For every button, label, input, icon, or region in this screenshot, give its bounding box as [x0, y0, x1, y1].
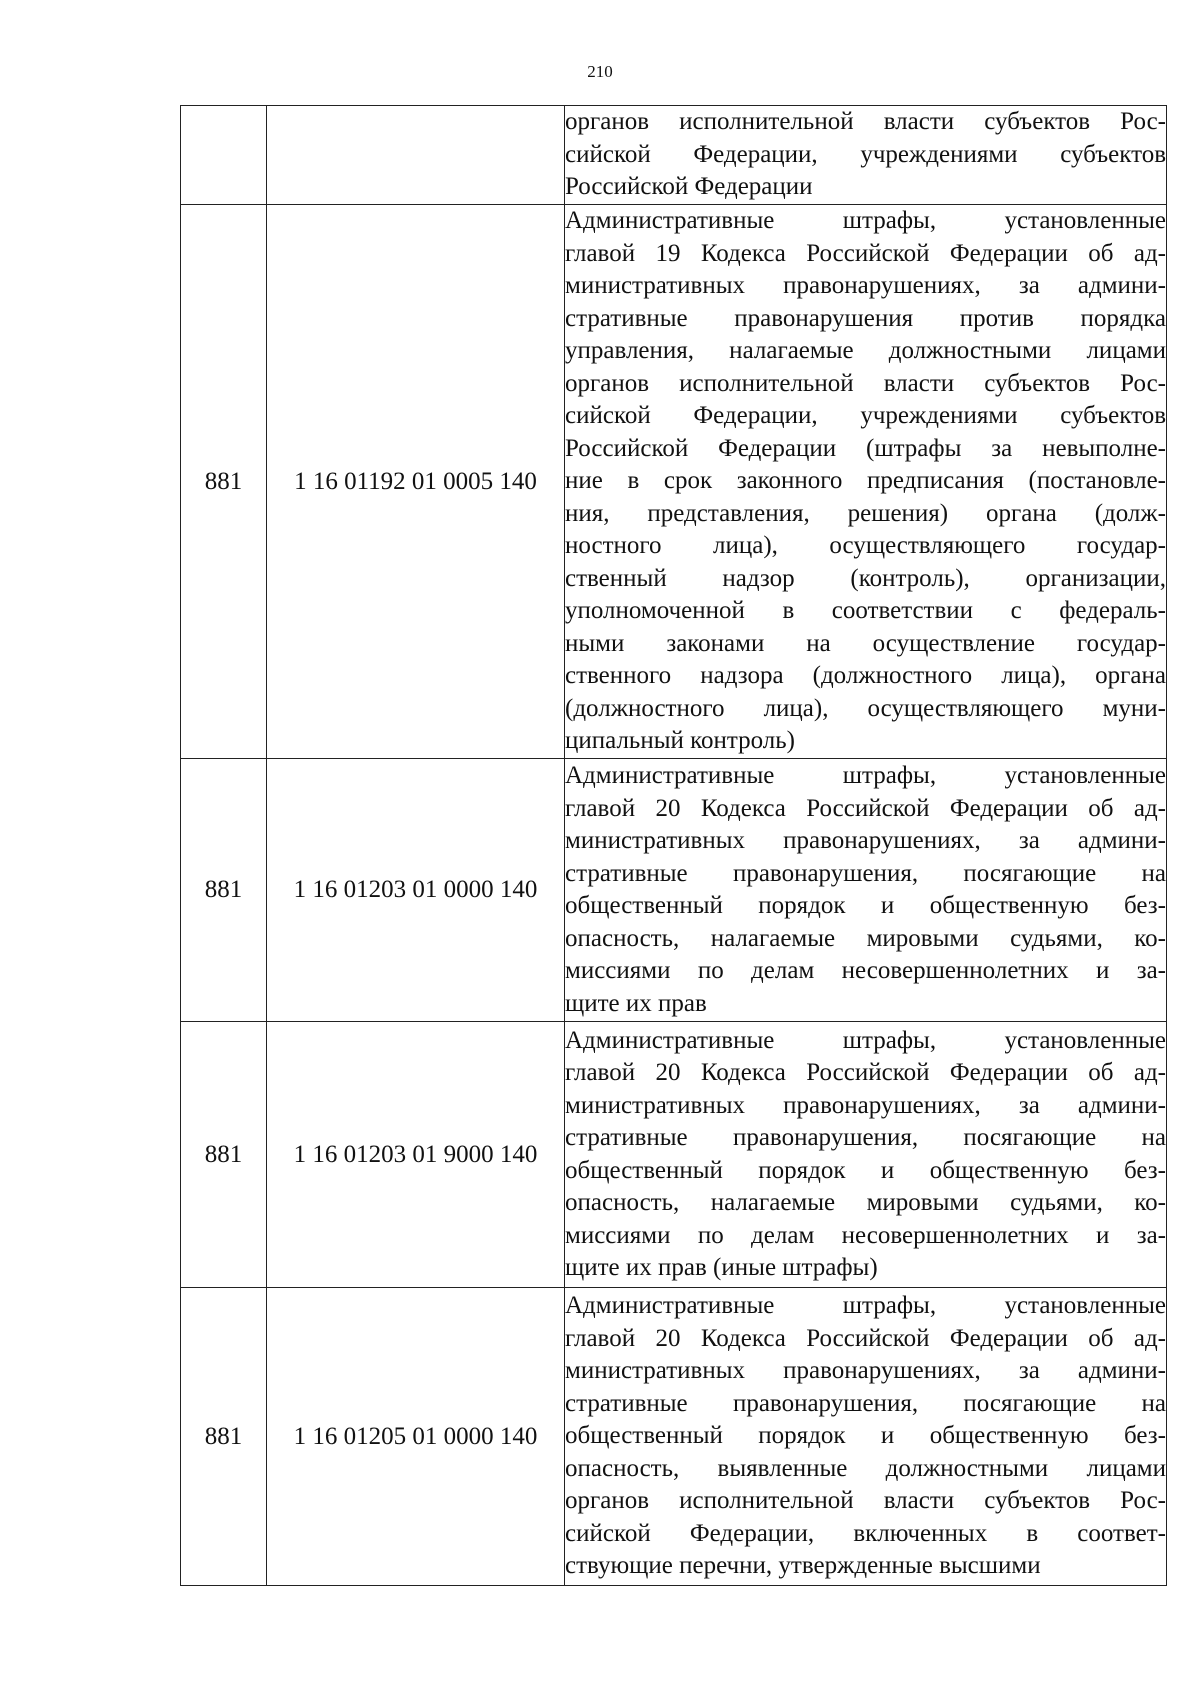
- description-line: органов исполнительной власти субъектов Рос-: [565, 369, 1166, 397]
- description-line: главой 19 Кодекса Российской Федерации об ад-: [565, 239, 1166, 267]
- description-line: сийской Федерации, включенных в соответ-: [565, 1519, 1166, 1547]
- table-row: [181, 205, 1167, 759]
- description-line: министративных правонарушениях, за админи-: [565, 1357, 1166, 1385]
- admin-code-cell: 881: [181, 1022, 267, 1288]
- description-line: щите их прав: [565, 989, 707, 1017]
- table-row: [181, 759, 1167, 1022]
- description-line: (должностного лица), осуществляющего муни-: [565, 694, 1166, 722]
- description-line: управления, налагаемые должностными лицами: [565, 337, 1166, 365]
- admin-code-cell: [181, 106, 267, 205]
- description-line: Российской Федерации (штрафы за невыполне-: [565, 434, 1166, 462]
- kbk-code-cell: [267, 106, 565, 205]
- description-cell: [565, 1022, 1167, 1288]
- description-line: Административные штрафы, установленные: [565, 1026, 1166, 1054]
- description-line: уполномоченной в соответствии с федераль-: [565, 597, 1166, 625]
- admin-code-cell: 881: [181, 205, 267, 759]
- description-line: органов исполнительной власти субъектов Рос-: [565, 1487, 1166, 1515]
- description-line: стративные правонарушения против порядка: [565, 304, 1166, 332]
- description-line: ственного надзора (должностного лица), органа: [565, 662, 1166, 690]
- description-line: опасность, налагаемые мировыми судьями, ко-: [565, 924, 1166, 952]
- page-number: 210: [587, 62, 613, 81]
- description-line: министративных правонарушениях, за админи-: [565, 272, 1166, 300]
- admin-code-cell: 881: [181, 1288, 267, 1586]
- description-line: министративных правонарушениях, за админи-: [565, 827, 1166, 854]
- description-line: общественный порядок и общественную без-: [565, 1156, 1166, 1184]
- description-line: ственный надзор (контроль), организации,: [565, 564, 1166, 592]
- description-line: общественный порядок и общественную без-: [565, 892, 1166, 919]
- description-line: главой 20 Кодекса Российской Федерации об ад-: [565, 1059, 1166, 1086]
- description-line: Административные штрафы, установленные: [565, 762, 1166, 789]
- description-line: ние в срок законного предписания (постановле-: [565, 467, 1166, 495]
- kbk-code-cell: 1 16 01192 01 0005 140: [267, 205, 565, 759]
- description-cell: [565, 759, 1167, 1022]
- description-line: Административные штрафы, установленные: [565, 1292, 1166, 1320]
- kbk-code-cell: 1 16 01205 01 0000 140: [267, 1288, 565, 1586]
- description-line: опасность, выявленные должностными лицами: [565, 1454, 1166, 1482]
- description-cell: [565, 106, 1167, 205]
- table-row: [181, 106, 1167, 205]
- description-line: стративные правонарушения, посягающие на: [565, 859, 1166, 887]
- description-line: миссиями по делам несовершеннолетних и за-: [565, 957, 1166, 984]
- description-line: главой 20 Кодекса Российской Федерации об ад-: [565, 1324, 1166, 1352]
- description-line: сийской Федерации, учреждениями субъектов: [565, 402, 1166, 430]
- description-cell: [565, 205, 1167, 759]
- description-line: общественный порядок и общественную без-: [565, 1422, 1166, 1450]
- description-line: миссиями по делам несовершеннолетних и за-: [565, 1221, 1166, 1249]
- table-row: [181, 1288, 1167, 1586]
- description-line: ными законами на осуществление государ-: [565, 629, 1166, 657]
- description-line: главой 20 Кодекса Российской Федерации об ад-: [565, 794, 1166, 822]
- description-line: органов исполнительной власти субъектов Рос-: [565, 108, 1166, 136]
- kbk-code-cell: 1 16 01203 01 9000 140: [267, 1022, 565, 1288]
- description-cell: [565, 1288, 1167, 1586]
- kbk-code-cell: 1 16 01203 01 0000 140: [267, 759, 565, 1022]
- table-row: [181, 1022, 1167, 1288]
- description-line: опасность, налагаемые мировыми судьями, ко-: [565, 1189, 1166, 1216]
- budget-code-table: [180, 105, 1167, 1586]
- description-line: Административные штрафы, установленные: [565, 207, 1166, 235]
- description-line: стративные правонарушения, посягающие на: [565, 1389, 1166, 1417]
- description-line: ностного лица), осуществляющего государ-: [565, 532, 1166, 560]
- description-line: Российской Федерации: [565, 173, 813, 201]
- description-line: стративные правонарушения, посягающие на: [565, 1124, 1166, 1151]
- description-line: сийской Федерации, учреждениями субъектов: [565, 140, 1166, 168]
- description-line: ципальный контроль): [565, 727, 795, 755]
- admin-code-cell: 881: [181, 759, 267, 1022]
- description-line: щите их прав (иные штрафы): [565, 1254, 878, 1281]
- description-line: министративных правонарушениях, за админи-: [565, 1091, 1166, 1119]
- description-line: ствующие перечни, утвержденные высшими: [565, 1552, 1041, 1580]
- description-line: ния, представления, решения) органа (долж-: [565, 499, 1166, 527]
